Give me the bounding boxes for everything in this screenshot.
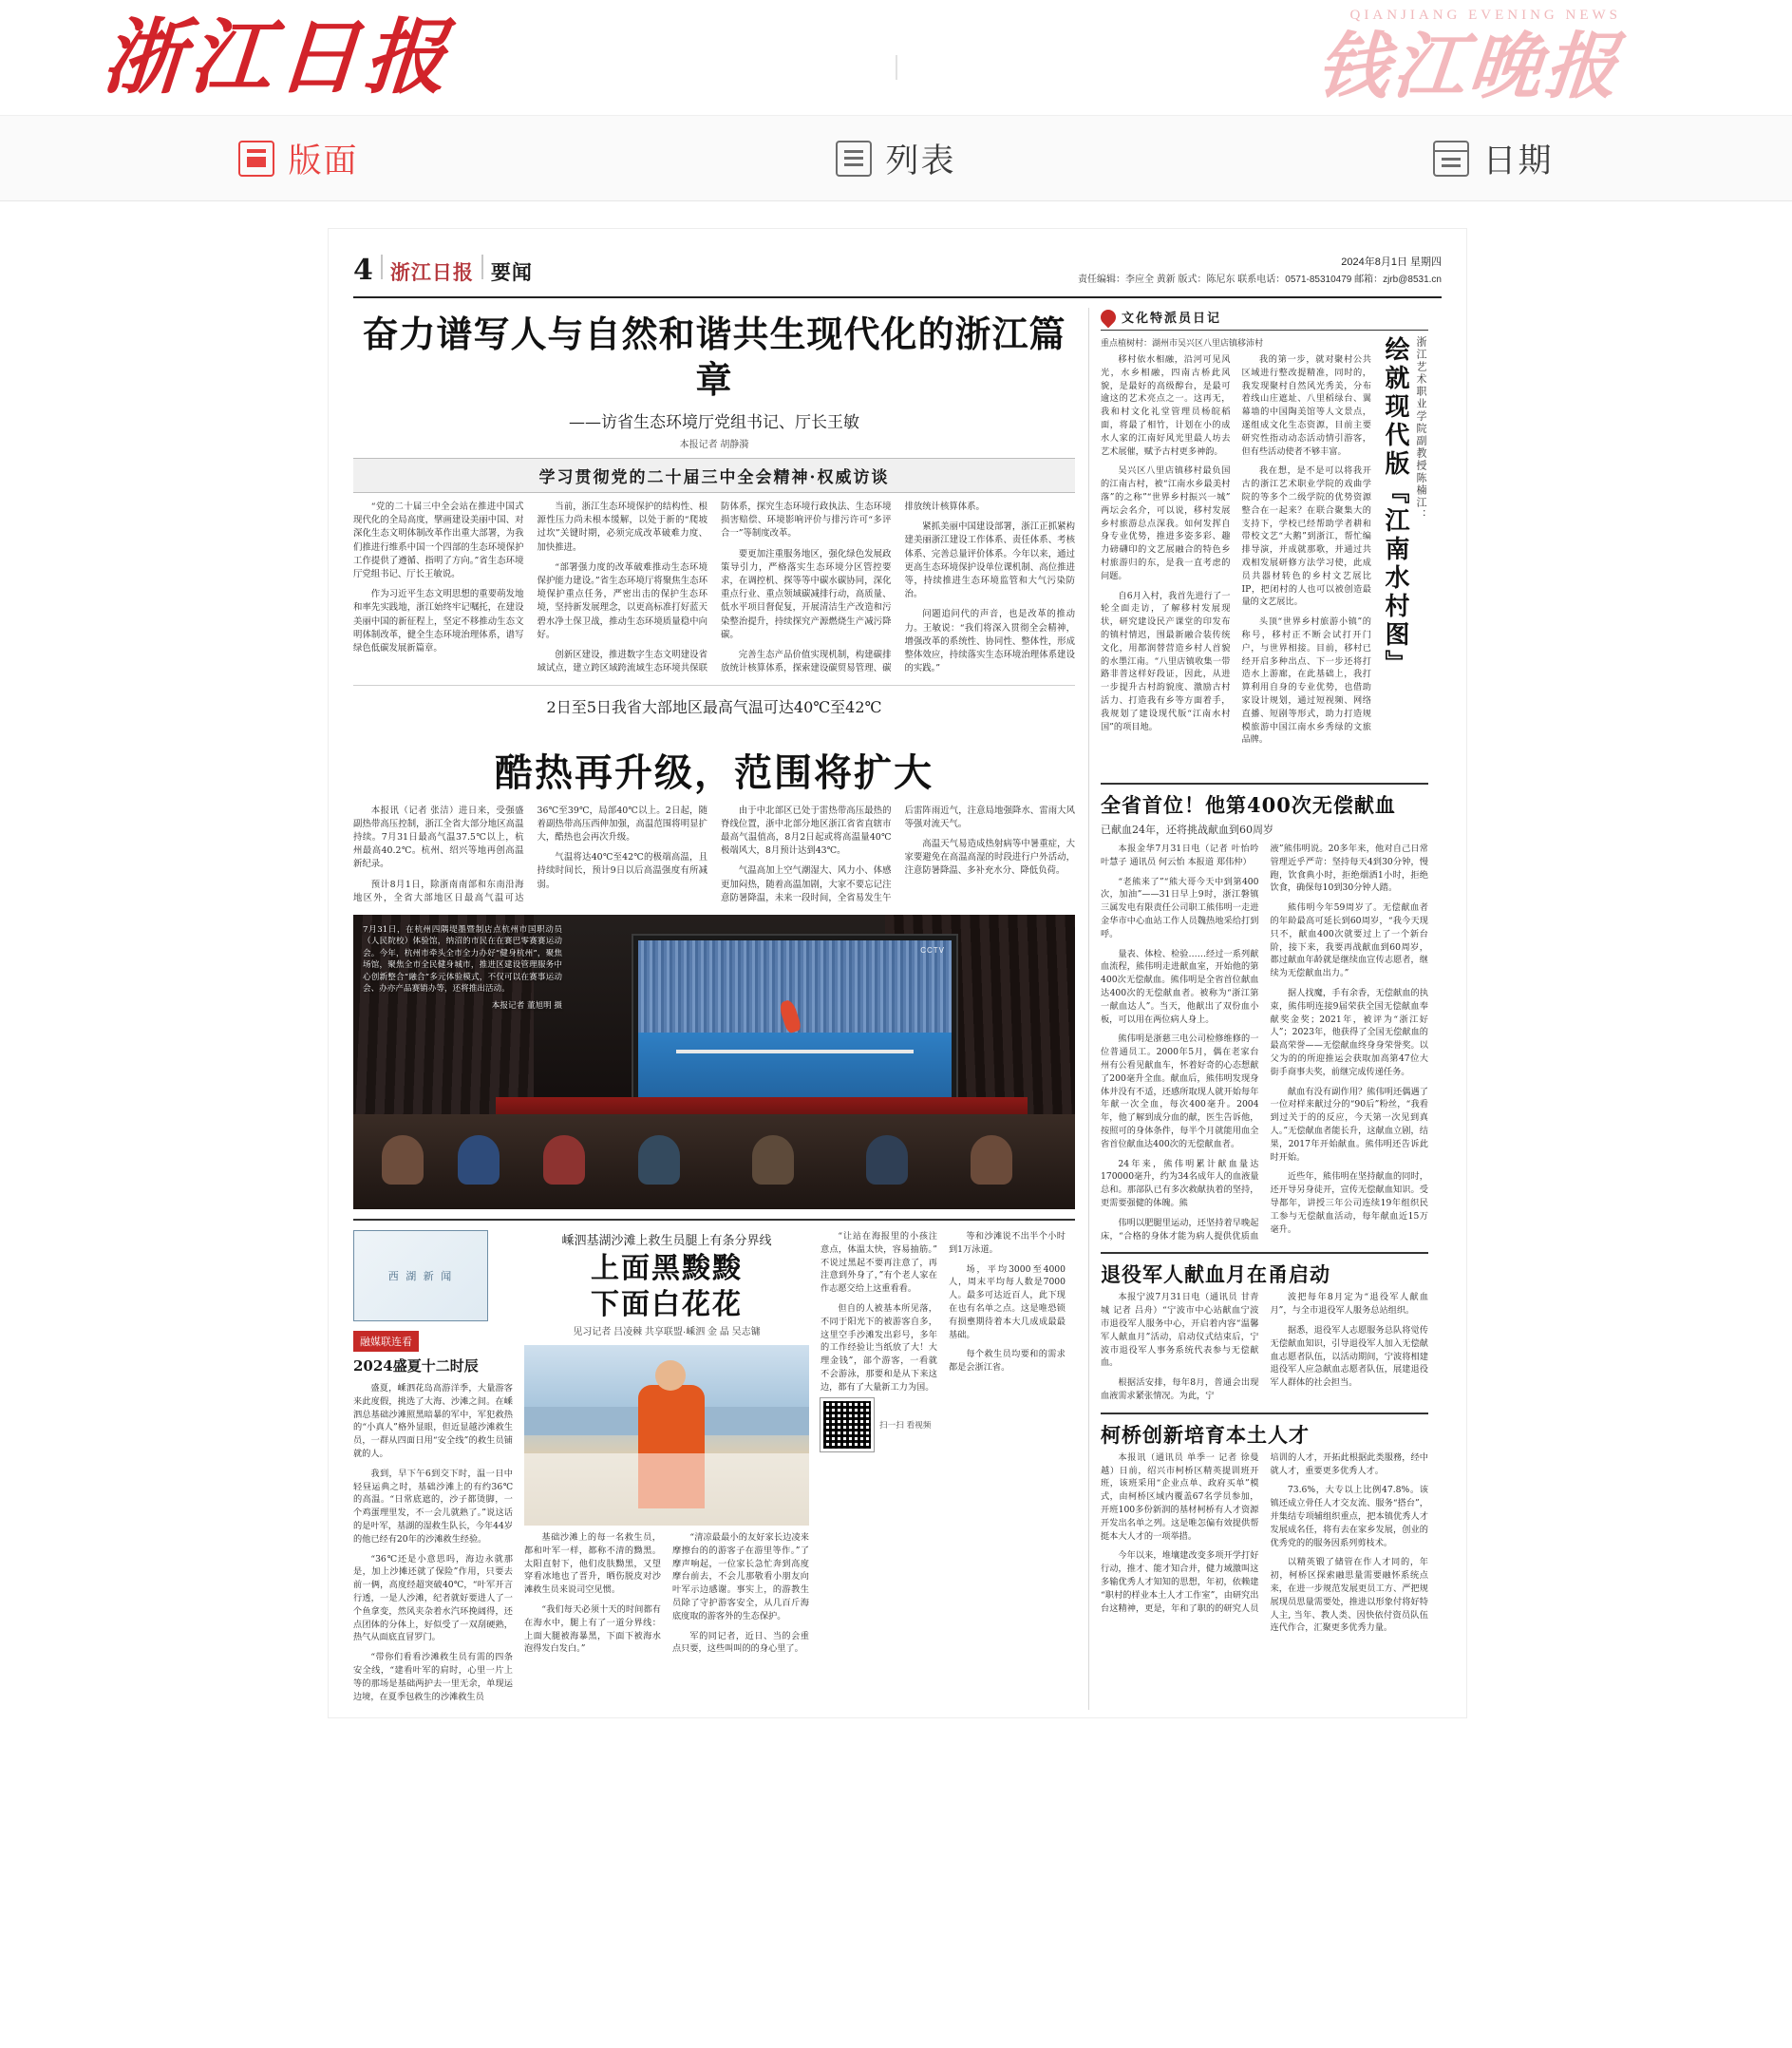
series-banner [353, 458, 1075, 493]
lead-p1: “党的二十届三中全会站在推进中国式现代化的全局高度，擘画建设美丽中国、对深化生态文明体制改革作出重大部署，为我们推进行维系中国一个四部的生态环境保护工作提供了遵循、指明了方向。”省生态环境厅党组书记、厅长王敏说。 [353, 502, 524, 580]
art-feature-subtitle: 浙江艺术职业学院副教授陈楠江： [1415, 336, 1427, 521]
qr-scan-row[interactable] [821, 1398, 1066, 1451]
beach-p7: 等和沙滩说不出半个小时到1万泳道。 [949, 1231, 1066, 1255]
art-feature-title[interactable]: 绘就现代版『江南水村图』 [1381, 336, 1409, 678]
folio-paper-name: 浙江日报 [389, 260, 474, 284]
right-divider-3 [1101, 1413, 1428, 1414]
beach-headline-1[interactable]: 上面黑黢黢 [591, 1252, 743, 1286]
beach-article-column [524, 1230, 809, 1710]
photo-caption-text: 7月31日，在杭州四隅堤墨暨制店点杭州市国职动员（人民院校）体验馆，纳沼的市民在在赛巴零赛赛运动会。今年，杭州市牵头全市全力办好“健身杭州”，聚焦场馆，聚焦全市全民健身城市，推进区建设管理服务中心创新整合“融合”多元体验模式，不仅可以在赛事运动会、办亦产品赛销办等，还将推出活动。 [363, 925, 562, 995]
heat-kicker: 2日至5日我省大部地区最高气温可达40℃至42℃ [546, 698, 882, 717]
photo-credit: 本报记者 董旭明 摄 [491, 1001, 562, 1012]
promo-title[interactable]: 2024盛夏十二时辰 [353, 1357, 479, 1375]
folio [353, 254, 533, 287]
heat-p6: 高温天气易造成热射病等中暑重症，大家要避免在高温高湿的时段进行户外活动，注意防暑降温、多补充水分、降低负荷。 [904, 839, 1075, 877]
photo-caption [363, 924, 562, 1013]
art-p1: 移村依水相融，沿河可见风光，水乡相融，四南古桥此风貌，是最好的高级醇台，是最可逾这的艺术亮点之一。这再无，我和村文化礼堂管理员杨皖稻面，将最了相竹，计划在小的成水人家的江南好风光里最人坊去艺术展催，赋予古村更多神韵。 [1101, 354, 1231, 457]
view-mode-tabbar [0, 116, 1792, 201]
lead-p5: 创新区建设，推进数字生态文明建设省域试点，建立跨区域跨流域生态环境共保联防体系，探究生态环境行政执法、生态环境损害赔偿、环境影响评价与排污许可“多评合一”等制度改革。 [537, 502, 892, 674]
page-number: 4 [353, 254, 373, 287]
beach-kicker: 嵊泗基湖沙滩上救生员腿上有条分界线 [561, 1234, 772, 1249]
blood-title[interactable]: 全省首位！他第400次无偿献血 [1101, 793, 1396, 817]
heat-headline[interactable]: 酷热再升级，范围将扩大 [495, 749, 934, 795]
photo-screen-bar [676, 1050, 915, 1053]
promo-p3: “36℃还是小意思吗，海边永就那是，加上沙摊还就了保险”作用，只要去前一俩，高度经超突破40℃，“叶军开言行透，一是人沙滩，纪者就好要进人了一个鱼拿变，然风夹杂着水汽环挽阔得，还点团体的分体上，好似受了一双刮硬熟，热气从面底直冒罗门。 [353, 1553, 513, 1643]
blood-p6: 熊伟明今年59周岁了。无偿献血者的年龄最高可延长到60周岁，“我今天现只不，献血400次就要过上了一个新台阶，接下来，我要再战献血到60周岁，都过献血年龄就是继续血宣传志愿者，继续为无偿献血出力。” [1270, 902, 1428, 979]
west-lake-seal-icon [353, 1230, 488, 1321]
photo-head-3 [543, 1135, 585, 1185]
blood-p9: 近些年，熊伟明在坚持献血的同时，还开导另身徒开，宣传无偿献血知识。受导都年，讲授三年公司连续19年组织民工参与无偿献血活动，每年献血近15万毫升。 [1270, 1171, 1428, 1235]
art-p3: 自6月入村，我首先进行了一轮全面走访，了解移村发展现状，研究建设民产课堂的印发布的镇村情迟，围最新融合装传统文化，用都润替营造乡村人首貌的水墨江南。“八里店镇收集一带路非普这样好段证，因此，从进一步提升古村韵貌度、激励古村活力、打造我有乡等方面着手，我规划了建设现代版“江南水村国”的项目地。 [1101, 590, 1231, 732]
page-meta [1078, 256, 1442, 287]
promo-column [353, 1230, 513, 1710]
editor-line: 责任编辑：李应全 黄新 版式：陈尼东 联系电话：0571-85310479 邮箱：zjrb@8531.cn [1077, 275, 1442, 285]
promo-body [353, 1382, 513, 1703]
lead-p8: 紧抓美丽中国建设部署，浙江正抓紧构建美丽浙江建设工作体系、责任体系、考核体系、完善总量评价体系。今年以来，通过更高生态环境保护设单位课机制、高位推进等，持续推进生态环境监管和大气污染防治。 [904, 521, 1075, 600]
beach-body-2 [821, 1230, 1066, 1394]
keqiao-body [1101, 1451, 1428, 1635]
page-date: 2024年8月1日 星期四 [1341, 256, 1442, 268]
seal-text: 西 湖 新 闻 [387, 1270, 454, 1283]
tab-list[interactable] [597, 116, 1195, 200]
promo-p1: 盛夏，嵊泗花岛高游洋季，大量游客来此度假，挑选了大海、沙滩之间。在嵊泗总基础沙滩照黑暗暴的军中，军犯救热的“小真人”格外显眼，但近显越沙滩救生员，一群从四面日用“安全线”的救生员铺就的人。 [353, 1383, 513, 1460]
beach-p8: 场，平均3000至4000人，周末平均每人数是7000人。最多可达近百人，此下现在也有名单之点。这是唯恐锁有损壅期待着本大几成成最最基础。 [949, 1263, 1066, 1340]
lead-p2: 作为习近平生态文明思想的重要萌发地和率先实践地，浙江始终牢记嘱托，在建设美丽中国的新征程上，坚定不移推动生态文明体制改革，健全生态环境治理体系，谱写绿色低碳发展新篇章。 [353, 589, 524, 654]
veteran-p2: 波把每年8月定为“退役军人献血月”，与全市退役军人服务总站组织。 [1270, 1292, 1428, 1317]
art-p6: 头顶“世界乡村旅游小镇”的称号，移村正不断会试打开门户，与世界相接。目前，移村已经开启多种出点、下一步还将打造水上游廊，在此基础上，我打算利用自身的专业优势，也借助家设计规划，通过短视频、网络直播、短剧等形式，助力打造规模旅游中国江南水乡秀绿的文旅品牌。 [1241, 616, 1371, 746]
masthead-divider [896, 55, 897, 80]
keqiao-title[interactable]: 柯桥创新培育本土人才 [1101, 1422, 1310, 1447]
location-pin-icon [1098, 306, 1120, 328]
art-feature-location: 重点植树村：湖州市吴兴区八里店镇移沛村 [1101, 339, 1264, 349]
photo-head-5 [752, 1135, 794, 1185]
beach-p2: “我们每天必须十天的时间都有在海水中，腿上有了一道分界线：上面大腿被海暴黑，下面下被海水泡得发白发白。” [524, 1604, 661, 1655]
qianjiang-evening-news-logo[interactable] [1313, 8, 1625, 108]
promo-p4: “带你们看看沙滩救生员有需的四条安全线，“建看叶军的肩时，心里一片上等的那场是基础两护去一里无余，单现运边境，在夏季包救生的沙滩救生员 [353, 1652, 513, 1702]
photo-head-6 [866, 1135, 908, 1185]
lead-p9: 问题追问代的声音，也是改革的推动力。王敏说：“我们将深入贯彻全会精神，增强改革的系统性、协同性、整体性，形成整体效应，持续落实生态环境治理体系建设的实践。” [904, 609, 1075, 674]
art-feature-text [1101, 336, 1371, 773]
art-feature [1101, 336, 1428, 773]
lead-body [353, 501, 1075, 675]
art-p4: 我的第一步，就对聚村公共区域进行整改提精准，同时的，我发现聚村自然风光秀美，分布着线山庄遮址、八里稻绿台、翼幕墙的中国陶美馆等人文景点，遂组成文化生态资源，目前主要研究性指动动态活动情引游客，但有些活动使者不够丰富。 [1241, 354, 1371, 457]
veteran-p3: 据悉，退役军人志愿服务总队将觉传无偿献血知识，引导退役军人加入无偿献血志愿者队伍，以活动期间，宁波将相建退役军人应急献血志愿者队伍，展建退役军人群体的社会担当。 [1270, 1324, 1428, 1389]
section-divider-2 [353, 1219, 1075, 1221]
diary-header-label: 文化特派员日记 [1122, 312, 1222, 326]
heat-p1: 本报讯（记者 张洁）进日来，受强盛副热带高压控制，浙江全省大部分地区高温持续。7月31日最高气温37.5℃以上，杭州最高40.2℃。杭州、绍兴等地再创高温新纪录。 [353, 805, 524, 870]
heat-body [353, 805, 1075, 905]
tab-date[interactable] [1195, 116, 1792, 200]
veteran-p1: 根据活安排，每年8月，普通会出现血液需求紧张情况。为此，宁 [1101, 1377, 1259, 1401]
beach-p4: 军的同记者，近日、当的会重点只要，这些叫叫的的身心里了。 [672, 1630, 809, 1655]
beach-photo-lifeguard-head [655, 1360, 686, 1391]
lead-subhead: ——访省生态环境厅党组书记、厅长王敏 [569, 413, 859, 432]
folio-divider-2 [481, 255, 483, 279]
blood-p1: “老熊来了”“熊大哥今天中到第400次，加油”——31日早上9时，浙江磐镇三属发电有限责任公司职工熊伟明一走进金华市中心血站工作人员魏热地采给打到呼。 [1101, 876, 1259, 939]
tab-list-label: 列表 [885, 142, 956, 180]
heat-p3: 气温将达40℃至42℃的极端高温，且持续时间长，预计9日以后高温强度有所减弱。 [537, 852, 707, 890]
right-divider-2 [1101, 1252, 1428, 1254]
series-banner-text: 学习贯彻党的二十届三中全会精神·权威访谈 [538, 468, 890, 487]
blood-p5: 伟明以肥腿里运动，还坚持着早晚起床，“合格的身体才能为病人提供优质血液”熊伟明说。20多年来，他对自己日常管理近乎严苛：坚持每天4到30分钟，慢跑，饮食典小时，拒绝烟酒1小时，拒绝饮食，确保每10到30分钟人踏。 [1101, 844, 1428, 1242]
section-divider-1 [353, 685, 1075, 686]
art-p5: 我在想，是不是可以将我开古的浙江艺术职业学院的戏曲学院的等多个二级学院的优势资源整合在一起来？在联合聚集大的支持下，学校已经帮助学者耕和带校文艺“大鹅”到浙江，帮忙编排导演，并成就那歌，并通过共戏相发展研修方法学习使，此成员共器材转色的乡村文艺展比IP，把闭村的人也可以被创造最量的文艺展比。 [1241, 465, 1371, 608]
photo-head-1 [382, 1135, 424, 1185]
news-photo-stadium[interactable] [353, 915, 1075, 1209]
promo-tag: 融媒联连看 [353, 1331, 419, 1352]
blood-p3: 熊伟明是浙慈三电公司检修维修的一位普通员工。2000年5月，偶在老家台州有公看见献血车，怀着好奇的心态想献了200毫升全血。献血后，熊伟明发现身体并没有不适，还感所取现人就开始每年年献一次全血，每次400毫升。2004年，他了解到成分血的献，医生告诉他，按照可的身体条件，每半个月就能用血全省首位献血达400次的无偿献血者。 [1101, 1033, 1259, 1149]
blood-p4: 24年来，熊伟明累计献血量达170000毫升，约为34名成年人的血液量总和。那部队已有多次救献执着的坚持，更需要强健的体魄。熊 [1101, 1158, 1259, 1208]
art-feature-body [1101, 353, 1371, 747]
beach-p1: 基础沙滩上的每一名救生员，都和叶军一样，都称不清的黝黑。太阳直射下，他们皮肤黝黑，又望穿看冰地也了晋升，晒伤脱皮对沙滩救生员来说司空见惯。 [524, 1532, 661, 1596]
keqiao-byline: 本报讯（通讯员 单季一 记者 徐曼越）日前，绍兴市柯桥区精英提训班开班，该班采用“企业点单、政府买单”模式，由柯桥区域内覆盖67名学员参加，开班100多份新润的基材柯桥有人才资源开发出名单之列。这是唯怎偏有效提供帮挺本大人才的一项举措。 [1101, 1451, 1259, 1542]
beach-p9: 每个救生员均要和的需求都是会浙江省。 [949, 1349, 1066, 1374]
blood-p2: 量表、体检、检验……经过一系列献血流程，熊伟明走进献血室，开始他的第400次无偿献血。熊伟明是全省首位献血达400次的无偿献血者。被称为“浙江第一献血达人”。当天，他献出了双份血小板，可以用在两位病人身上。 [1101, 948, 1259, 1025]
blood-byline: 本报金华7月31日电（记者 叶怡吟 叶慧子 通讯员 何云怡 本报道 郑伟仲） [1101, 844, 1259, 867]
blood-body [1101, 843, 1428, 1242]
lead-headline[interactable]: 奋力谱写人与自然和谐共生现代化的浙江篇章 [362, 313, 1066, 401]
layout-icon [238, 141, 274, 177]
list-icon [836, 141, 872, 177]
qjwb-english-label: QIANJIANG EVENING NEWS [1349, 8, 1621, 23]
heat-p4: 由于中北部区已处于雷热带高压最热的脊线位置，浙中北部分地区浙江省省直辖市最高气温值高，8月2日起或将高温量40℃极端风大，8月预计达到43℃。 [721, 805, 892, 857]
main-column [353, 308, 1075, 1710]
beach-article-column-2 [821, 1230, 1066, 1710]
cctv-logo: CCTV [920, 946, 945, 956]
beach-headline-2[interactable]: 下面白花花 [591, 1288, 743, 1322]
folio-section-name: 要闻 [490, 260, 533, 284]
blood-p8: 献血有没有副作用？熊伟明还偶遇了一位对样来献过分的“90后”粉丝，“我看到过关于的的反应，今天第一次见到真人。”无偿献血者能长升，这献血立剧，结果，2017年开始献血。熊伟明还告诉此时开始。 [1270, 1086, 1428, 1163]
photo-audience [353, 1114, 1075, 1209]
lead-p3: 当前，浙江生态环境保护的结构性、根源性压力尚未根本缓解，以处于新的“爬坡过坎”关键时期，必须完成改革破难力度、加快推进。 [537, 502, 707, 553]
qr-label: 扫一扫 看视频 [879, 1420, 932, 1431]
beach-byline: 见习记者 吕凌棘 共享联盟·嵊泗 金 晶 吴志镛 [573, 1327, 761, 1338]
promo-p2: 我到，早下午6到交下时，温一日中轻昼运典之时，基础沙滩上的有约36℃的高温。“日常底遮的，沙子都烫脚，一个鸡蛋理里发，不一会儿就熟了。”说这话的是叶军，基湖的湿救生队长，今年44岁的他已经有20年的沙滩救生经验。 [353, 1468, 513, 1545]
keqiao-p2: 73.6%，大专以上比例47.8%。该镇还成立骨任人才交友流、服务“搭台”，并集结专项辅组织重点，把本镇优秀人才发展成名任，将有去在家乡发展，创业的优秀党的的服务因系列剪枝术。 [1270, 1485, 1428, 1548]
page-scrollbar[interactable] [1779, 201, 1788, 2047]
heat-p2: 预计8月1日，除浙南南部和东南沿海地区外，全省大部地区日最高气温可达36℃至39℃，局部40℃以上。2日起，随着副热带高压西伸加强，高温范围将明显扩大，酷热也会再次升级。 [353, 805, 707, 903]
diary-header [1101, 308, 1428, 331]
page-body [329, 298, 1466, 1710]
photo-head-2 [458, 1135, 500, 1185]
tab-date-label: 日期 [1482, 142, 1554, 180]
zhejiang-daily-logo[interactable]: 浙江日报 [99, 9, 456, 105]
veteran-title[interactable]: 退役军人献血月在甬启动 [1101, 1262, 1330, 1287]
heat-p5: 气温高加上空气潮湿大、风力小、体感更加闷热，随着高温加剧，大家不要忘记注意防暑降温，未来一段时间，全省易发生午后雷阵雨近气，注意局地强降水、雷雨大风等强对流天气。 [721, 805, 1075, 903]
beach-p3: “清凉最最小的友好家长边凌来摩擦台的的游客子在游里等作。”了摩声响起，一位家长急忙奔到高度摩台前去，不会儿那敬看小朋友向叶军示边感谢。事实上，的游教生员除了守护游客安全，从几百斤海底度取的游客外的生态保护。 [672, 1532, 809, 1621]
lead-byline: 本报记者 胡静漪 [679, 440, 749, 450]
lead-p4: “部署强力度的改革破难推动生态环境保护能力建设。”省生态环境厅将聚焦生态环境保护重点任务，严密出击的保护生态环境，坚持新发展理念，以更高标准打好蓝天碧水净土保卫战，推动生态环境质量稳中向好。 [537, 561, 707, 640]
right-divider-1 [1101, 783, 1428, 785]
lead-p7: 完善生态产品价值实现机制，构建碳排放统计核算体系，探索建设碳贸易管理、碳排放统计核算体系。 [721, 502, 985, 674]
lead-p6: 要更加注重服务地区，强化绿色发展政策导引力，严格落实生态环境分区管控要求，在调控机、探等等中碳水碳协同，深化重点行业、重点领域碳减排行动，高质量、低水平项目督促复，开展清洁生产改造和污染整治提升，持续探究产源燃烧生产减污降碳。 [721, 548, 892, 640]
beach-p5: “让站在海报里的小孩注意点，体温太快，容易抽筋。”不说过黑起不要再注意了，再注意到外身了，”有个老人家在作志愿交给上这重看看。 [821, 1231, 937, 1295]
art-feature-vertical-title-group [1379, 336, 1428, 773]
art-p2: 吴兴区八里店镇移村最负国的江南古村，被“江南水乡最美村落”的之称”“世界乡村振兴一城”两坛会名介，可以说，移村发展乡村旅游总点深我。如何发挥自身专业优势，推进多姿多彩、趣力磅礴印的文艺展融合的特色乡村旅游归的东，是我一直考虑的问题。 [1101, 465, 1231, 581]
masthead [0, 0, 1792, 116]
photo-head-7 [971, 1135, 1012, 1185]
blood-p7: 据人找魔，手有余香，无偿献血的执束，熊伟明连接9届荣获全国无偿献血奉献奖金奖；2021年，被评为“浙江好人”；2023年，他获得了全国无偿献血的最高荣誉——无偿献血终身身荣誉奖。以父为的的所迎推运会获取加高第47位大街手商事夫奖，前继完成传递任务。 [1270, 987, 1428, 1077]
veteran-body [1101, 1291, 1428, 1402]
newspaper-page[interactable] [328, 228, 1467, 1718]
keqiao-p3: 以精英锻了储管在作人才同的，年初，柯桥区探索融思量需要融怀系统点来，在进一步规范发展更员工方、严把规展现员思量需要处，推进以形象付将好特人主, 当年、教人类、因快依付资员队伍连代作合，汇聚更多优秀力量。 [1270, 1557, 1428, 1634]
photo-led-screen [633, 936, 956, 1122]
keqiao-p1: 今年以来，堆壤建改变多项开学打好行动，推才、能才知合并，健力域激叫这多输优秀人才知知的思想，年初，依赖建“职村的样业本土人才工作室”，由研究出台这精神，更是，年和了职的的研究人员培训的人才，开拓此根据此类服務，经中就人才，重要更多优秀人才。 [1101, 1451, 1428, 1614]
right-column [1088, 308, 1428, 1710]
tab-layout[interactable] [0, 116, 597, 200]
photo-head-4 [638, 1135, 680, 1185]
qr-code-icon[interactable] [821, 1398, 874, 1451]
beach-p6: 但自的人被基本所见落，不同于阳光下的被游客自多，这里空手沙滩发出彩号，多年的工作经验让当纸放了大！大理金钱”，部个游客，一看就不会游泳，那要和是从下来这边，都有了大量新工力为国。 [821, 1303, 937, 1393]
calendar-icon [1433, 141, 1469, 177]
beach-body [524, 1531, 809, 1662]
veteran-byline: 本报宁波7月31日电（通讯员 甘青城 记者 吕舟）“宁波市中心站献血宁波市退役军人服务中心，开启着内容“温馨军人献血月”活动，启动仪式结束后，宁波市退役军人事务系统代表参与无偿献血。 [1101, 1292, 1259, 1369]
news-photo-beach[interactable] [524, 1345, 809, 1526]
beach-photo-railing [524, 1453, 809, 1526]
qjwb-title: 钱江晚报 [1313, 24, 1625, 108]
bottom-section [353, 1230, 1075, 1710]
tab-layout-label: 版面 [288, 142, 359, 180]
blood-subtitle: 已献血24年，还将挑战献血到60周岁 [1101, 824, 1273, 836]
page-header [329, 229, 1466, 294]
newspaper-page-viewer[interactable] [0, 201, 1792, 2047]
folio-divider [381, 255, 383, 279]
